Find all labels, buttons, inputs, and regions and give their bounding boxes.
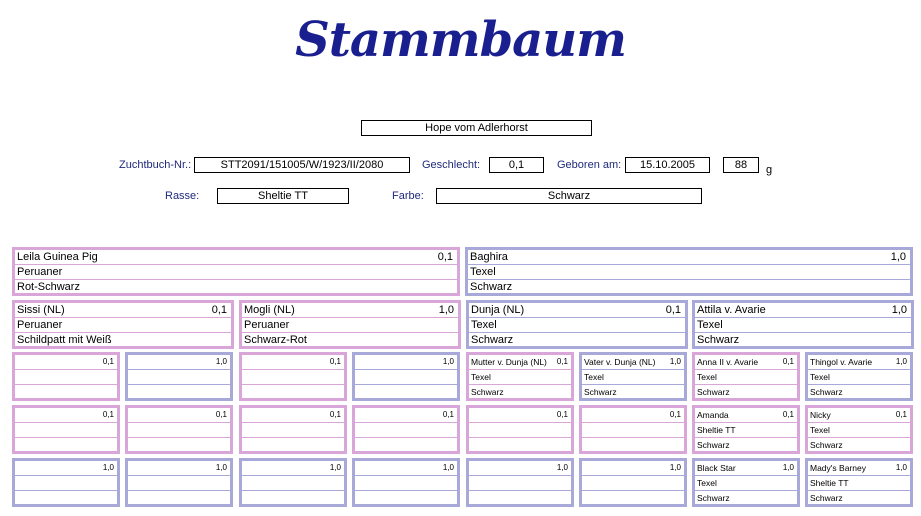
greatgrandparent-card-7 xyxy=(692,352,800,401)
ancestor-color[interactable]: Schwarz xyxy=(584,387,617,397)
ancestor-breed[interactable] xyxy=(582,476,684,491)
gen4-sire-card-8 xyxy=(805,458,913,507)
ancestor-breed[interactable]: Texel xyxy=(468,265,910,280)
ancestor-name[interactable]: Nicky xyxy=(810,410,831,420)
ancestor-sex: 0,1 xyxy=(782,410,794,419)
ancestor-breed[interactable] xyxy=(242,370,344,385)
ancestor-color[interactable] xyxy=(582,438,684,453)
rasse-label: Rasse: xyxy=(165,190,200,202)
parent-card-mother xyxy=(12,247,460,296)
gen4-sire-card-4 xyxy=(352,458,460,507)
ancestor-sex: 1,0 xyxy=(890,251,906,263)
ancestor-color[interactable]: Schwarz xyxy=(810,387,843,397)
ancestor-color[interactable] xyxy=(355,385,457,400)
ancestor-breed[interactable] xyxy=(128,370,230,385)
ancestor-sex: 1,0 xyxy=(215,463,227,472)
ancestor-color[interactable] xyxy=(242,385,344,400)
ancestor-color[interactable] xyxy=(128,491,230,506)
ancestor-sex: 1,0 xyxy=(329,463,341,472)
greatgrandparent-card-2 xyxy=(125,352,233,401)
ancestor-color[interactable]: Schwarz xyxy=(471,387,504,397)
gen4-dam-card-4 xyxy=(352,405,460,454)
ancestor-color[interactable] xyxy=(582,491,684,506)
ancestor-sex: 1,0 xyxy=(782,463,794,472)
ancestor-breed[interactable]: Texel xyxy=(695,370,797,385)
ancestor-sex: 0,1 xyxy=(556,357,568,366)
ancestor-color[interactable] xyxy=(128,385,230,400)
ancestor-breed[interactable] xyxy=(15,423,117,438)
ancestor-name[interactable]: Thingol v. Avarie xyxy=(810,357,873,367)
gen4-sire-card-6 xyxy=(579,458,687,507)
ancestor-sex: 0,1 xyxy=(102,357,114,366)
ancestor-breed[interactable] xyxy=(469,476,571,491)
ancestor-sex: 0,1 xyxy=(556,410,568,419)
ancestor-breed[interactable]: Texel xyxy=(808,370,910,385)
ancestor-breed[interactable]: Sheltie TT xyxy=(808,476,910,491)
ancestor-name[interactable]: Vater v. Dunja (NL) xyxy=(584,357,656,367)
gen4-sire-card-5 xyxy=(466,458,574,507)
ancestor-color[interactable] xyxy=(469,438,571,453)
ancestor-name[interactable]: Black Star xyxy=(697,463,736,473)
ancestor-sex: 1,0 xyxy=(215,357,227,366)
ancestor-sex: 1,0 xyxy=(556,463,568,472)
ancestor-breed[interactable] xyxy=(128,423,230,438)
ancestor-color[interactable]: Schwarz xyxy=(470,281,513,293)
gen4-dam-card-1 xyxy=(12,405,120,454)
grandparent-card-4 xyxy=(692,300,914,349)
gen4-sire-card-7 xyxy=(692,458,800,507)
ancestor-color[interactable]: Schwarz xyxy=(697,334,740,346)
gen4-dam-card-5 xyxy=(466,405,574,454)
ancestor-name[interactable]: Baghira xyxy=(470,251,508,263)
rasse-field[interactable]: Sheltie TT xyxy=(217,188,349,204)
ancestor-breed[interactable] xyxy=(128,476,230,491)
gen4-dam-card-2 xyxy=(125,405,233,454)
ancestor-breed[interactable] xyxy=(242,476,344,491)
ancestor-breed[interactable] xyxy=(242,423,344,438)
greatgrandparent-card-8 xyxy=(805,352,913,401)
ancestor-sex: 1,0 xyxy=(895,463,907,472)
greatgrandparent-card-1 xyxy=(12,352,120,401)
ancestor-color[interactable]: Schwarz xyxy=(810,440,843,450)
ancestor-breed[interactable]: Texel xyxy=(582,370,684,385)
gen4-sire-card-2 xyxy=(125,458,233,507)
ancestor-color[interactable]: Schwarz xyxy=(697,387,730,397)
greatgrandparent-card-3 xyxy=(239,352,347,401)
ancestor-sex: 1,0 xyxy=(438,304,454,316)
ancestor-sex: 0,1 xyxy=(329,410,341,419)
ancestor-color[interactable] xyxy=(242,438,344,453)
ancestor-color[interactable]: Schwarz xyxy=(810,493,843,503)
ancestor-sex: 0,1 xyxy=(895,410,907,419)
ancestor-name[interactable]: Sissi (NL) xyxy=(17,304,65,316)
ancestor-sex: 1,0 xyxy=(669,357,681,366)
greatgrandparent-card-4 xyxy=(352,352,460,401)
zuchtbuch-field[interactable]: STT2091/151005/W/1923/II/2080 xyxy=(194,157,410,173)
gen4-dam-card-6 xyxy=(579,405,687,454)
ancestor-sex: 0,1 xyxy=(102,410,114,419)
ancestor-breed[interactable] xyxy=(355,370,457,385)
ancestor-color[interactable] xyxy=(128,438,230,453)
ancestor-breed[interactable]: Texel xyxy=(695,318,911,333)
grandparent-card-2 xyxy=(239,300,461,349)
ancestor-sex: 1,0 xyxy=(891,304,907,316)
ancestor-breed[interactable]: Peruaner xyxy=(15,265,457,280)
ancestor-sex: 0,1 xyxy=(329,357,341,366)
ancestor-color[interactable]: Schwarz xyxy=(471,334,514,346)
ancestor-name[interactable]: Mogli (NL) xyxy=(244,304,295,316)
greatgrandparent-card-6 xyxy=(579,352,687,401)
ancestor-sex: 0,1 xyxy=(442,410,454,419)
ancestor-color[interactable]: Schildpatt mit Weiß xyxy=(17,334,112,346)
ancestor-breed[interactable] xyxy=(15,476,117,491)
ancestor-name[interactable]: Mady's Barney xyxy=(810,463,866,473)
ancestor-breed[interactable]: Texel xyxy=(469,370,571,385)
greatgrandparent-card-5 xyxy=(466,352,574,401)
ancestor-color[interactable] xyxy=(469,491,571,506)
gen4-dam-card-7 xyxy=(692,405,800,454)
ancestor-sex: 1,0 xyxy=(102,463,114,472)
ancestor-sex: 0,1 xyxy=(669,410,681,419)
animal-name-field[interactable]: Hope vom Adlerhorst xyxy=(361,120,592,136)
ancestor-color[interactable] xyxy=(15,385,117,400)
ancestor-sex: 0,1 xyxy=(215,410,227,419)
ancestor-color[interactable] xyxy=(242,491,344,506)
ancestor-sex: 1,0 xyxy=(895,357,907,366)
ancestor-breed[interactable]: Sheltie TT xyxy=(695,423,797,438)
ancestor-name[interactable]: Dunja (NL) xyxy=(471,304,525,316)
gen4-sire-card-1 xyxy=(12,458,120,507)
ancestor-name[interactable]: Amanda xyxy=(697,410,729,420)
ancestor-name[interactable]: Attila v. Avarie xyxy=(697,304,766,316)
geboren-label: Geboren am: xyxy=(557,159,622,171)
ancestor-name[interactable]: Leila Guinea Pig xyxy=(17,251,98,263)
ancestor-breed[interactable] xyxy=(15,370,117,385)
ancestor-breed[interactable]: Texel xyxy=(469,318,685,333)
ancestor-sex: 0,1 xyxy=(211,304,227,316)
ancestor-sex: 1,0 xyxy=(669,463,681,472)
ancestor-breed[interactable]: Peruaner xyxy=(242,318,458,333)
ancestor-sex: 0,1 xyxy=(665,304,681,316)
ancestor-color[interactable] xyxy=(15,438,117,453)
ancestor-name[interactable]: Mutter v. Dunja (NL) xyxy=(471,357,547,367)
ancestor-sex: 0,1 xyxy=(782,357,794,366)
ancestor-color[interactable]: Rot-Schwarz xyxy=(17,281,80,293)
geboren-field[interactable]: 15.10.2005 xyxy=(625,157,710,173)
ancestor-breed[interactable] xyxy=(355,423,457,438)
ancestor-name[interactable]: Anna II v. Avarie xyxy=(697,357,759,367)
grandparent-card-3 xyxy=(466,300,688,349)
gen4-sire-card-3 xyxy=(239,458,347,507)
ancestor-color[interactable] xyxy=(355,438,457,453)
ancestor-breed[interactable] xyxy=(355,476,457,491)
ancestor-breed[interactable]: Peruaner xyxy=(15,318,231,333)
ancestor-sex: 1,0 xyxy=(442,463,454,472)
ancestor-color[interactable] xyxy=(15,491,117,506)
ancestor-breed[interactable]: Texel xyxy=(695,476,797,491)
zuchtbuch-label: Zuchtbuch-Nr.: xyxy=(119,159,192,171)
ancestor-sex: 1,0 xyxy=(442,357,454,366)
gen4-dam-card-3 xyxy=(239,405,347,454)
ancestor-color[interactable]: Schwarz xyxy=(697,493,730,503)
ancestor-sex: 0,1 xyxy=(437,251,453,263)
ancestor-breed[interactable] xyxy=(469,423,571,438)
ancestor-color[interactable] xyxy=(355,491,457,506)
parent-card-father xyxy=(465,247,913,296)
gewicht-unit: g xyxy=(766,164,773,176)
page-title: Stammbaum xyxy=(295,12,626,68)
ancestor-color[interactable]: Schwarz xyxy=(697,440,730,450)
grandparent-card-1 xyxy=(12,300,234,349)
ancestor-color[interactable]: Schwarz-Rot xyxy=(244,334,307,346)
gen4-dam-card-8 xyxy=(805,405,913,454)
ancestor-breed[interactable]: Texel xyxy=(808,423,910,438)
farbe-label: Farbe: xyxy=(392,190,424,202)
geschlecht-label: Geschlecht: xyxy=(422,159,481,171)
ancestor-breed[interactable] xyxy=(582,423,684,438)
gewicht-field[interactable]: 88 xyxy=(723,157,759,173)
geschlecht-field[interactable]: 0,1 xyxy=(489,157,544,173)
farbe-field[interactable]: Schwarz xyxy=(436,188,702,204)
